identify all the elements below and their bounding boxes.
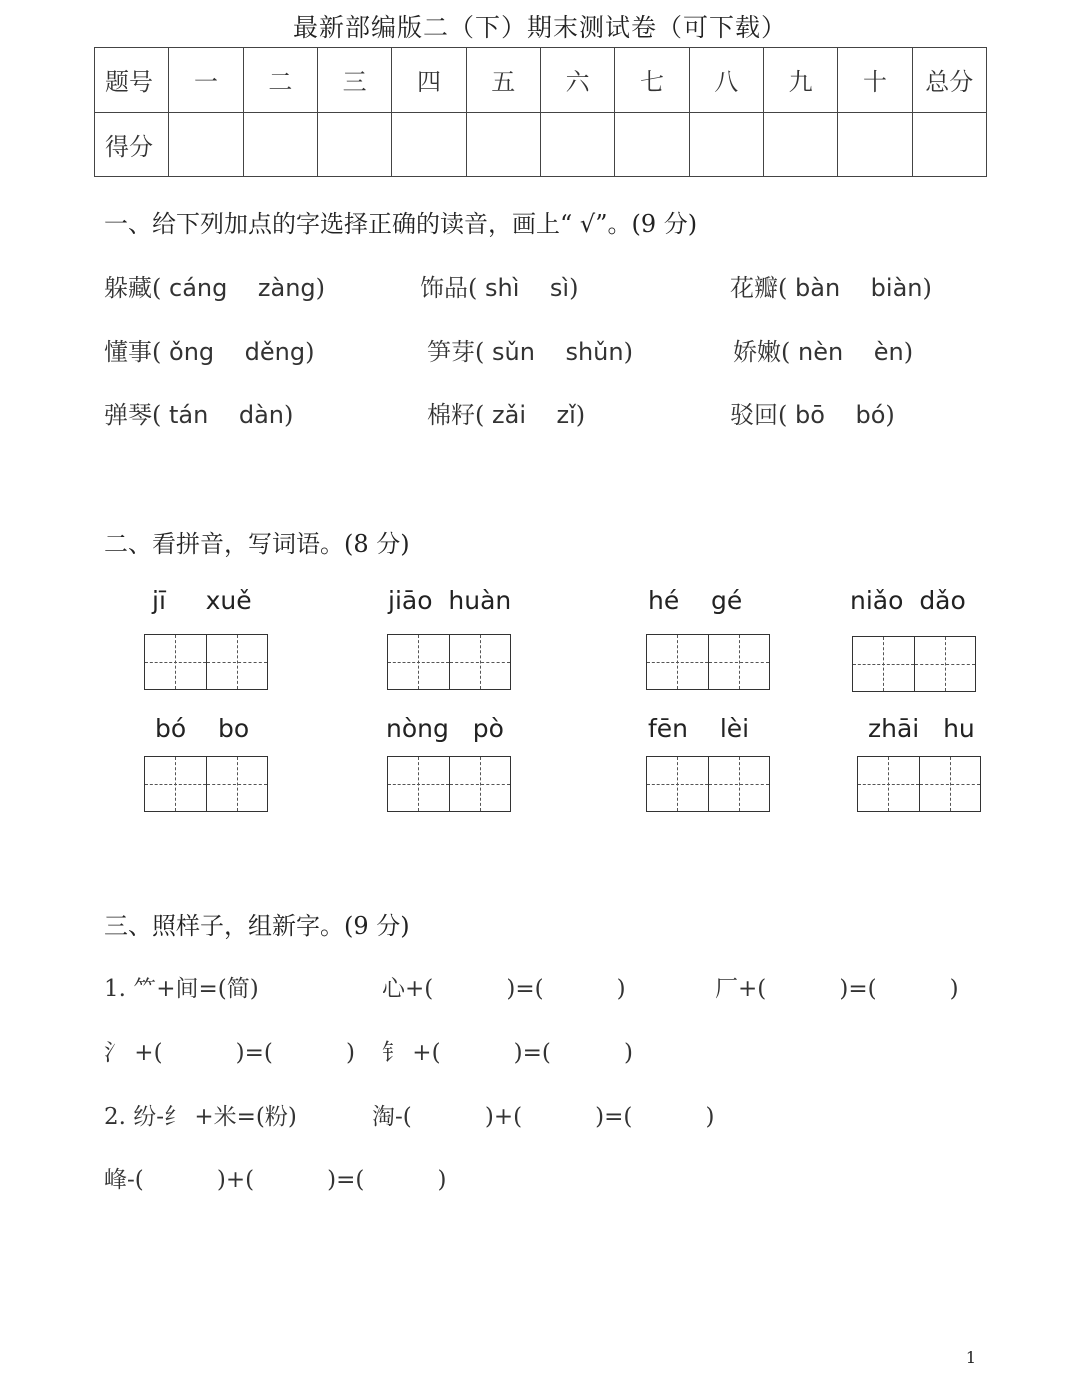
pinyin-choice-item: 棉籽( zǎi zǐ): [427, 401, 586, 429]
example-equation: 2. 纷-纟 +米=(粉): [104, 1104, 297, 1130]
score-input-cell[interactable]: [838, 112, 912, 177]
pinyin-prompt: [648, 586, 742, 615]
pinyin-syllable: xuě: [205, 586, 252, 615]
pinyin-choice-item: 饰品( shì sì): [420, 274, 579, 302]
pinyin-syllable: hé: [648, 586, 680, 615]
tianzige-cell[interactable]: [858, 757, 920, 811]
pinyin-syllable: hu: [943, 714, 975, 743]
item-word: 饰品: [420, 274, 468, 302]
option-a[interactable]: bō: [795, 401, 825, 429]
option-b[interactable]: děng: [244, 338, 306, 366]
pinyin-syllable: lèi: [719, 714, 750, 743]
option-b[interactable]: èn: [873, 338, 904, 366]
tianzige-cell[interactable]: [709, 757, 770, 811]
pinyin-syllable: jiāo: [388, 586, 433, 615]
option-a[interactable]: tán: [169, 401, 209, 429]
score-input-cell[interactable]: [912, 112, 986, 177]
pinyin-prompt: [152, 586, 252, 615]
section1-heading: 一、给下列加点的字选择正确的读音，画上“ √”。(9 分): [104, 210, 698, 238]
item-word: 棉籽: [427, 401, 475, 429]
tianzige-cell[interactable]: [853, 637, 915, 691]
tianzige-cell[interactable]: [388, 635, 450, 689]
score-header-cell: 七: [615, 48, 689, 113]
option-b[interactable]: zàng: [257, 274, 316, 302]
score-header-cell: 三: [317, 48, 391, 113]
tianzige-box[interactable]: [387, 756, 511, 812]
pinyin-prompt: [850, 586, 966, 615]
item-word: 花瓣: [730, 274, 778, 302]
tianzige-box[interactable]: [646, 756, 770, 812]
tianzige-box[interactable]: [852, 636, 976, 692]
score-label-cell: 得分: [95, 112, 169, 177]
option-b[interactable]: biàn: [870, 274, 923, 302]
section2-heading: 二、看拼音，写词语。(8 分): [104, 530, 410, 558]
section3-heading: 三、照样子，组新字。(9 分): [104, 912, 410, 940]
option-b[interactable]: shǔn: [565, 338, 624, 366]
pinyin-prompt: [386, 714, 504, 743]
option-a[interactable]: zǎi: [492, 401, 526, 429]
example-equation: 1. ⺮+间=(简): [104, 976, 259, 1002]
score-header-cell: 题号: [95, 48, 169, 113]
item-word: 弹琴: [104, 401, 152, 429]
score-input-cell[interactable]: [243, 112, 317, 177]
pinyin-syllable: bo: [217, 714, 250, 743]
tianzige-cell[interactable]: [145, 635, 207, 689]
tianzige-cell[interactable]: [145, 757, 207, 811]
tianzige-cell[interactable]: [915, 637, 976, 691]
item-word: 娇嫩: [733, 338, 781, 366]
fill-equation[interactable]: 厂+( )=( ): [715, 976, 959, 1002]
score-input-cell[interactable]: [169, 112, 243, 177]
fill-equation[interactable]: 心+( )=( ): [382, 976, 626, 1002]
pinyin-syllable: zhāi: [868, 714, 920, 743]
pinyin-choice-item: 驳回( bō bó): [730, 401, 895, 429]
tianzige-box[interactable]: [144, 634, 268, 690]
tianzige-cell[interactable]: [920, 757, 981, 811]
page-number: 1: [965, 1348, 976, 1367]
score-table: [94, 47, 987, 177]
pinyin-syllable: pò: [472, 714, 504, 743]
score-header-cell: 九: [763, 48, 837, 113]
pinyin-syllable: fēn: [648, 714, 689, 743]
tianzige-cell[interactable]: [709, 635, 770, 689]
fill-equation[interactable]: 氵 +( )=( ): [104, 1040, 355, 1066]
score-input-cell[interactable]: [317, 112, 391, 177]
option-b[interactable]: sì: [549, 274, 570, 302]
pinyin-syllable: huàn: [448, 586, 512, 615]
tianzige-box[interactable]: [857, 756, 981, 812]
score-header-cell: 八: [689, 48, 763, 113]
score-table-score-row: [95, 112, 987, 177]
score-header-cell: 十: [838, 48, 912, 113]
tianzige-cell[interactable]: [207, 635, 268, 689]
tianzige-cell[interactable]: [647, 635, 709, 689]
item-word: 躲藏: [104, 274, 152, 302]
pinyin-syllable: nòng: [386, 714, 449, 743]
score-header-cell: 五: [466, 48, 540, 113]
option-b[interactable]: zǐ: [556, 401, 576, 429]
pinyin-choice-item: 弹琴( tán dàn): [104, 401, 294, 429]
score-table-header-row: [95, 48, 987, 113]
pinyin-prompt: [155, 714, 249, 743]
pinyin-choice-item: 娇嫩( nèn èn): [733, 338, 914, 366]
pinyin-syllable: bó: [155, 714, 187, 743]
pinyin-prompt: [648, 714, 749, 743]
item-word: 驳回: [730, 401, 778, 429]
pinyin-choice-item: 躲藏( cáng zàng): [104, 274, 326, 302]
score-header-cell: 总分: [912, 48, 986, 113]
tianzige-box[interactable]: [387, 634, 511, 690]
score-input-cell[interactable]: [763, 112, 837, 177]
score-input-cell[interactable]: [689, 112, 763, 177]
score-input-cell[interactable]: [466, 112, 540, 177]
score-header-cell: 一: [169, 48, 243, 113]
fill-equation[interactable]: 淘-( )+( )=( ): [372, 1104, 715, 1130]
tianzige-box[interactable]: [144, 756, 268, 812]
pinyin-choice-item: 花瓣( bàn biàn): [730, 274, 932, 302]
tianzige-cell[interactable]: [647, 757, 709, 811]
fill-equation[interactable]: 钅 +( )=( ): [382, 1040, 633, 1066]
option-a[interactable]: nèn: [798, 338, 844, 366]
page-title: 最新部编版二（下）期末测试卷（可下载）: [292, 13, 787, 42]
tianzige-cell[interactable]: [207, 757, 268, 811]
option-b[interactable]: dàn: [238, 401, 285, 429]
pinyin-choice-item: 懂事( ǒng děng): [104, 338, 315, 366]
score-header-cell: 二: [243, 48, 317, 113]
option-b[interactable]: bó: [855, 401, 886, 429]
pinyin-syllable: dǎo: [919, 586, 966, 615]
score-header-cell: 六: [540, 48, 614, 113]
fill-equation[interactable]: 峰-( )+( )=( ): [104, 1167, 447, 1193]
score-input-cell[interactable]: [615, 112, 689, 177]
pinyin-prompt: [388, 586, 511, 615]
score-header-cell: 四: [392, 48, 466, 113]
pinyin-choice-item: 笋芽( sǔn shǔn): [427, 338, 633, 366]
option-a[interactable]: sǔn: [492, 338, 535, 366]
score-input-cell[interactable]: [392, 112, 466, 177]
pinyin-syllable: gé: [711, 586, 743, 615]
option-a[interactable]: bàn: [795, 274, 841, 302]
option-a[interactable]: ǒng: [169, 338, 215, 366]
pinyin-syllable: niǎo: [850, 586, 904, 615]
pinyin-prompt: [868, 714, 975, 743]
option-a[interactable]: cáng: [169, 274, 228, 302]
tianzige-cell[interactable]: [450, 757, 511, 811]
item-word: 笋芽: [427, 338, 475, 366]
tianzige-cell[interactable]: [450, 635, 511, 689]
item-word: 懂事: [104, 338, 152, 366]
score-input-cell[interactable]: [540, 112, 614, 177]
tianzige-cell[interactable]: [388, 757, 450, 811]
pinyin-syllable: jī: [152, 586, 166, 615]
tianzige-box[interactable]: [646, 634, 770, 690]
option-a[interactable]: shì: [485, 274, 520, 302]
